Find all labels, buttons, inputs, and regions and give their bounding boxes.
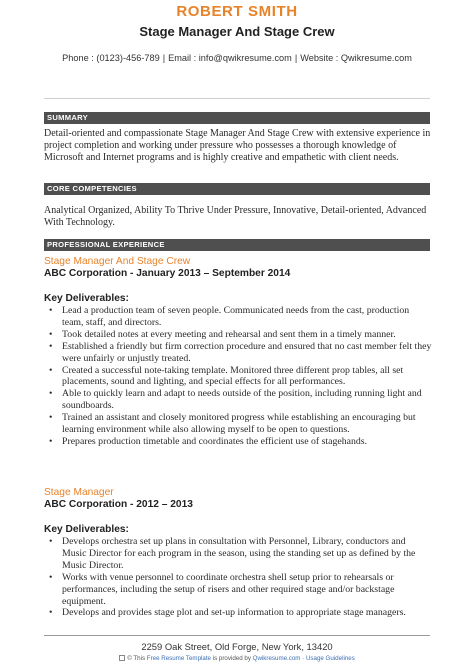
job-company-dates: ABC Corporation - January 2013 – September 2014 (44, 268, 291, 279)
summary-text: Detail-oriented and compassionate Stage Manager And Stage Crew with extensive experience in project completion and working under pressure who possesses a thorough knowledge of Microsoft and Internet programs and is highly creative and empathetic with client needs. (44, 128, 431, 164)
list-item: • Took detailed notes at every meeting and rehearsal and sent them in a timely manner. (46, 329, 432, 341)
contact-separator: | (294, 53, 298, 63)
deliverables-list (46, 305, 432, 448)
copyright-text: © This (127, 655, 146, 662)
competencies-text: Analytical Organized, Ability To Thrive Under Pressure, Innovative, Detail-oriented, Advanced With Technology. (44, 205, 427, 229)
license-icon (119, 655, 125, 661)
section-heading-experience: PROFESSIONAL EXPERIENCE (44, 239, 430, 251)
key-deliverables-label: Key Deliverables: (44, 524, 129, 535)
header-divider (44, 98, 430, 99)
footer-divider (44, 635, 430, 636)
list-item: • Lead a production team of seven people. Communicated needs from the cast, production team, staff, and directors. (46, 305, 432, 329)
phone-text: Phone : (0123)-456-789 (62, 53, 160, 63)
job-title: Stage Manager (44, 487, 114, 498)
list-item: • Created a successful note-taking template. Monitored three different prop tables, all set placements, sound and lighting, and special effects for all performances. (46, 365, 432, 389)
job-title: Stage Manager And Stage Crew (44, 256, 191, 267)
list-item: • Trained an assistant and closely monitored progress while establishing an encouraging but learning environment while also allowing myself to be open to questions. (46, 412, 432, 436)
email-text: Email : info@qwikresume.com (168, 53, 292, 63)
template-link[interactable]: Free Resume Template (146, 655, 211, 662)
section-heading-summary: SUMMARY (44, 112, 430, 124)
website-text: Website : Qwikresume.com (300, 53, 412, 63)
job-company-dates: ABC Corporation - 2012 – 2013 (44, 499, 193, 510)
list-item: • Works with venue personnel to coordinate orchestra shell setup prior to rehearsals or performances, including the setup of risers and other required stage and/or backstage equipment. (46, 572, 432, 608)
list-item: • Prepares production timetable and coordinates the efficient use of stagehands. (46, 436, 432, 448)
contact-separator: | (162, 53, 166, 63)
resume-header (0, 3, 474, 64)
footer-address: 2259 Oak Street, Old Forge, New York, 13420 (141, 641, 333, 652)
list-item: • Develops orchestra set up plans in consultation with Personnel, Library, conductors and Music Director for each program in the season, using the standing set up as defined by the Music Director. (46, 536, 432, 572)
usage-guidelines-link[interactable]: Usage Guidelines (305, 655, 355, 662)
list-item: • Established a friendly but firm correction procedure and ensured that no cast member felt they were unfairly or unjustly treated. (46, 341, 432, 365)
contact-line (0, 52, 474, 64)
candidate-name: ROBERT SMITH (176, 3, 298, 20)
candidate-title: Stage Manager And Stage Crew (139, 24, 335, 39)
site-link[interactable]: Qwikresume.com (252, 655, 301, 662)
deliverables-list (46, 536, 432, 619)
list-item: • Able to quickly learn and adapt to needs outside of the position, including running light and soundboards. (46, 388, 432, 412)
key-deliverables-label: Key Deliverables: (44, 293, 129, 304)
section-heading-competencies: CORE COMPETENCIES (44, 183, 430, 195)
provided-by-text: is provided by (212, 655, 251, 662)
footer-credits: © This Free Resume Template is provided by Qwikresume.com · Usage Guidelines (0, 655, 474, 663)
list-item: • Develops and provides stage plot and set-up information to appropriate stage managers. (46, 607, 432, 619)
